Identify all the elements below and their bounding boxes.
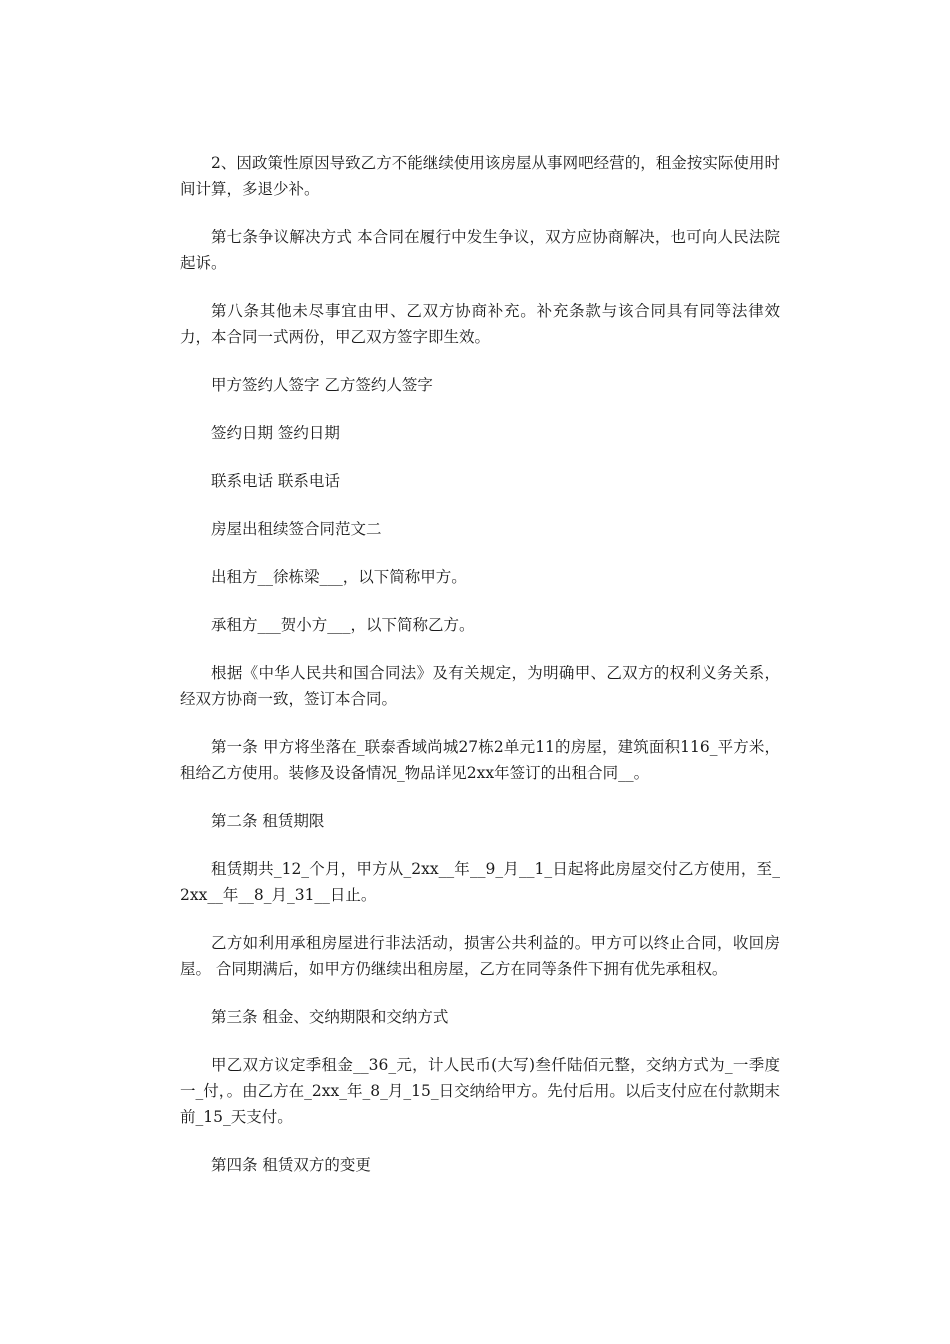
- heading-article-3: 第三条 租金、交纳期限和交纳方式: [211, 1008, 449, 1026]
- paragraph-signatures: 甲方签约人签字 乙方签约人签字: [211, 376, 433, 394]
- paragraph-termination: 乙方如利用承租房屋进行非法活动，损害公共利益的。甲方可以终止合同，收回房屋。 合同期满后，如甲方仍继续出租房屋，乙方在同等条件下拥有优先承租权。: [180, 934, 780, 978]
- paragraph-preamble: 根据《中华人民共和国合同法》及有关规定，为明确甲、乙双方的权利义务关系，经双方协商一致，签订本合同。: [180, 664, 780, 708]
- paragraph-article-7-dispute: 第七条争议解决方式 本合同在履行中发生争议，双方应协商解决，也可向人民法院起诉。: [180, 228, 780, 272]
- heading-article-4: 第四条 租赁双方的变更: [211, 1156, 371, 1174]
- paragraph-lease-term: 租赁期共_12_个月，甲方从_2xx__年__9_月__1_日起将此房屋交付乙方使用，至_2xx__年__8_月_31__日止。: [180, 860, 780, 904]
- paragraph-lessee: 承租方___贺小方___，以下简称乙方。: [211, 616, 475, 634]
- paragraph-phones: 联系电话 联系电话: [211, 472, 340, 490]
- section-heading-sample-two: 房屋出租续签合同范文二: [211, 520, 382, 538]
- paragraph-article-8-other: 第八条其他未尽事宜由甲、乙双方协商补充。补充条款与该合同具有同等法律效力，本合同一式两份，甲乙双方签字即生效。: [180, 302, 780, 346]
- paragraph-rent-payment: 甲乙双方议定季租金__36_元，计人民币(大写)叁仟陆佰元整，交纳方式为_一季度一_付，。由乙方在_2xx_年_8_月_15_日交纳给甲方。先付后用。以后支付应在付款期末前_15_天支付。: [180, 1056, 780, 1126]
- paragraph-lessor: 出租方__徐栋梁___，以下简称甲方。: [211, 568, 467, 586]
- paragraph-refund-clause: 2、因政策性原因导致乙方不能继续使用该房屋从事网吧经营的，租金按实际使用时间计算，多退少补。: [180, 154, 780, 198]
- heading-article-2: 第二条 租赁期限: [211, 812, 325, 830]
- paragraph-article-1: 第一条 甲方将坐落在_联泰香域尚城27栋2单元11的房屋，建筑面积116_平方米，租给乙方使用。装修及设备情况_物品详见2xx年签订的出租合同__。: [180, 738, 780, 782]
- paragraph-sign-dates: 签约日期 签约日期: [211, 424, 340, 442]
- document-body: [180, 150, 780, 1200]
